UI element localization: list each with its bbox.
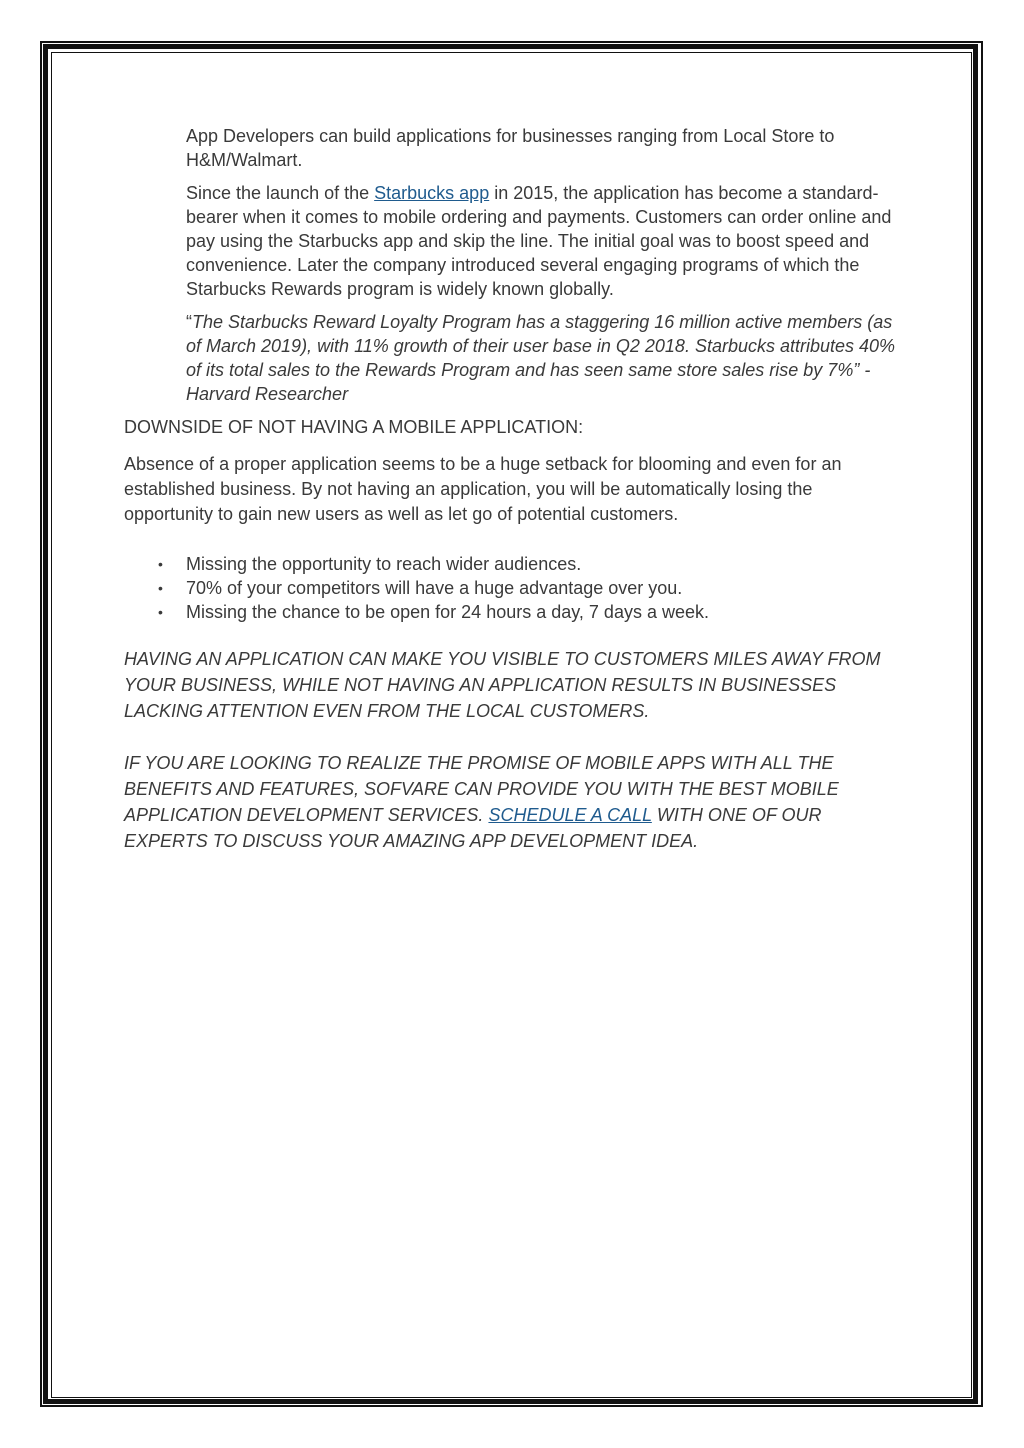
bullet-icon: • bbox=[158, 580, 163, 596]
bullet-icon: • bbox=[158, 604, 163, 620]
downside-heading: DOWNSIDE OF NOT HAVING A MOBILE APPLICATION: bbox=[124, 417, 584, 437]
list-item bbox=[124, 576, 904, 600]
starbucks-app-link[interactable]: Starbucks app bbox=[374, 183, 490, 203]
harvard-quote bbox=[186, 310, 904, 406]
cta-text-after: WITH ONE OF OUR EXPERTS TO DISCUSS YOUR AMAZING APP DEVELOPMENT IDEA. bbox=[124, 805, 822, 851]
visibility-statement: HAVING AN APPLICATION CAN MAKE YOU VISIBLE TO CUSTOMERS MILES AWAY FROM YOUR BUSINESS, WHILE NOT HAVING AN APPLICATION RESULTS IN BUSINESSES LACKING ATTENTION EVEN FROM THE LOCAL CUSTOMERS. bbox=[124, 649, 881, 721]
quote-open-mark: “ bbox=[186, 312, 192, 332]
bullet-text: Missing the opportunity to reach wider audiences. bbox=[186, 554, 582, 574]
bullet-icon: • bbox=[158, 556, 163, 572]
downside-bullet-list bbox=[124, 552, 904, 624]
schedule-a-call-link[interactable]: SCHEDULE A CALL bbox=[488, 805, 652, 825]
starbucks-text-after: in 2015, the application has become a standard-bearer when it comes to mobile ordering and payments. Customers can order online and pay using the Starbucks app and skip the line. The initial goal was to boost speed and convenience. Later the company introduced several engaging programs of which the Starbucks Rewards program is widely known globally. bbox=[186, 183, 892, 299]
quote-text: The Starbucks Reward Loyalty Program has a staggering 16 million active members (as of March 2019), with 11% growth of their user base in Q2 2018. Starbucks attributes 40% of its total sales to the Rewards Program and has seen same store sales rise by 7%” -Harvard Researcher bbox=[186, 312, 896, 404]
cta-text-before: IF YOU ARE LOOKING TO REALIZE THE PROMISE OF MOBILE APPS WITH ALL THE BENEFITS AND FEATURES, SOFVARE CAN PROVIDE YOU WITH THE BEST MOBILE APPLICATION DEVELOPMENT SERVICES. bbox=[124, 753, 839, 825]
bullet-text: Missing the chance to be open for 24 hours a day, 7 days a week. bbox=[186, 602, 709, 622]
list-item bbox=[124, 552, 904, 576]
starbucks-text-before: Since the launch of the bbox=[186, 183, 375, 203]
list-item bbox=[124, 600, 904, 624]
bullet-text: 70% of your competitors will have a huge advantage over you. bbox=[186, 578, 683, 598]
intro-paragraph: App Developers can build applications for businesses ranging from Local Store to H&M/Walmart. bbox=[186, 126, 835, 170]
downside-paragraph: Absence of a proper application seems to be a huge setback for blooming and even for an established business. By not having an application, you will be automatically losing the opportunity to gain new users as well as let go of potential customers. bbox=[124, 454, 842, 524]
starbucks-paragraph bbox=[186, 181, 904, 301]
document-body bbox=[124, 124, 904, 854]
call-to-action-paragraph bbox=[124, 750, 904, 854]
